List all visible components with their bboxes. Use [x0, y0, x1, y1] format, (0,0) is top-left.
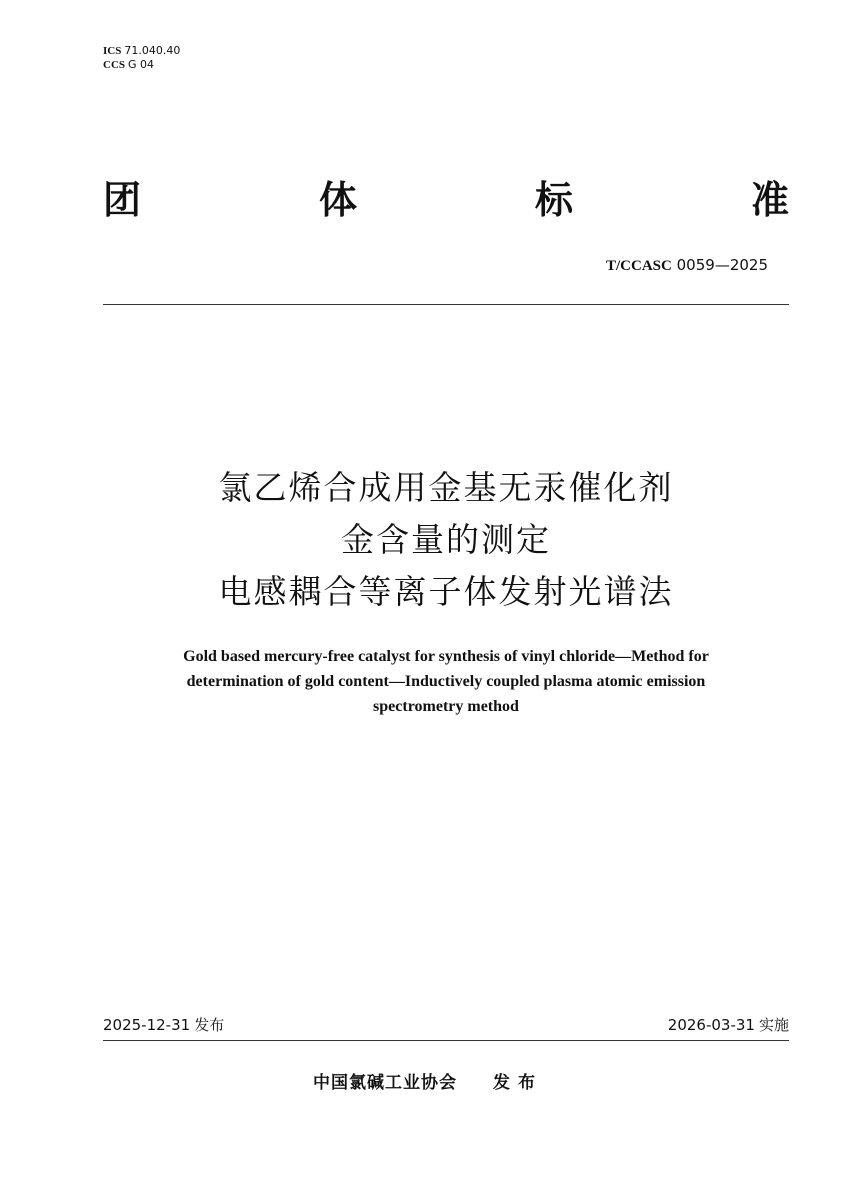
implementation-date-label: 实施 [758, 1016, 789, 1034]
banner-char-4: 准 [750, 178, 789, 222]
publisher-issue-label: 发布 [493, 1073, 543, 1093]
standard-number [606, 256, 768, 275]
ccs-label: CCS [103, 59, 126, 71]
ics-label: ICS [103, 45, 122, 57]
standard-code: 0059—2025 [676, 256, 768, 274]
publisher [313, 1068, 543, 1093]
chinese-title-line-3: 电感耦合等离子体发射光谱法 [218, 572, 674, 611]
implementation-date-value: 2026-03-31 [667, 1016, 755, 1034]
ics-row [103, 44, 180, 58]
english-title-line-2: determination of gold content—Inductively coupled plasma atomic emission [186, 673, 706, 690]
english-title-line-3: spectrometry method [373, 698, 519, 715]
ccs-value: G 04 [128, 58, 155, 71]
banner-char-1: 团 [103, 178, 142, 222]
english-title-line-1: Gold based mercury-free catalyst for synthesis of vinyl chloride—Method for [183, 648, 709, 665]
implementation-date [668, 1014, 789, 1035]
issue-date-value: 2025-12-31 [103, 1016, 191, 1034]
standard-type-banner [103, 170, 789, 230]
banner-char-2: 体 [318, 178, 357, 222]
chinese-title-line-2: 金含量的测定 [341, 520, 551, 559]
classification-codes [103, 44, 180, 72]
ics-value: 71.040.40 [124, 44, 181, 57]
issue-date-label: 发布 [194, 1016, 225, 1034]
ccs-row [103, 58, 180, 72]
standard-prefix: T/CCASC [606, 258, 672, 274]
chinese-title [103, 462, 789, 618]
top-divider [103, 304, 789, 305]
publisher-name: 中国氯碱工业协会 [313, 1073, 457, 1093]
english-title [103, 644, 789, 719]
banner-char-3: 标 [534, 178, 573, 222]
chinese-title-line-1: 氯乙烯合成用金基无汞催化剂 [218, 468, 674, 507]
issue-date [103, 1014, 224, 1035]
bottom-divider [103, 1040, 789, 1041]
